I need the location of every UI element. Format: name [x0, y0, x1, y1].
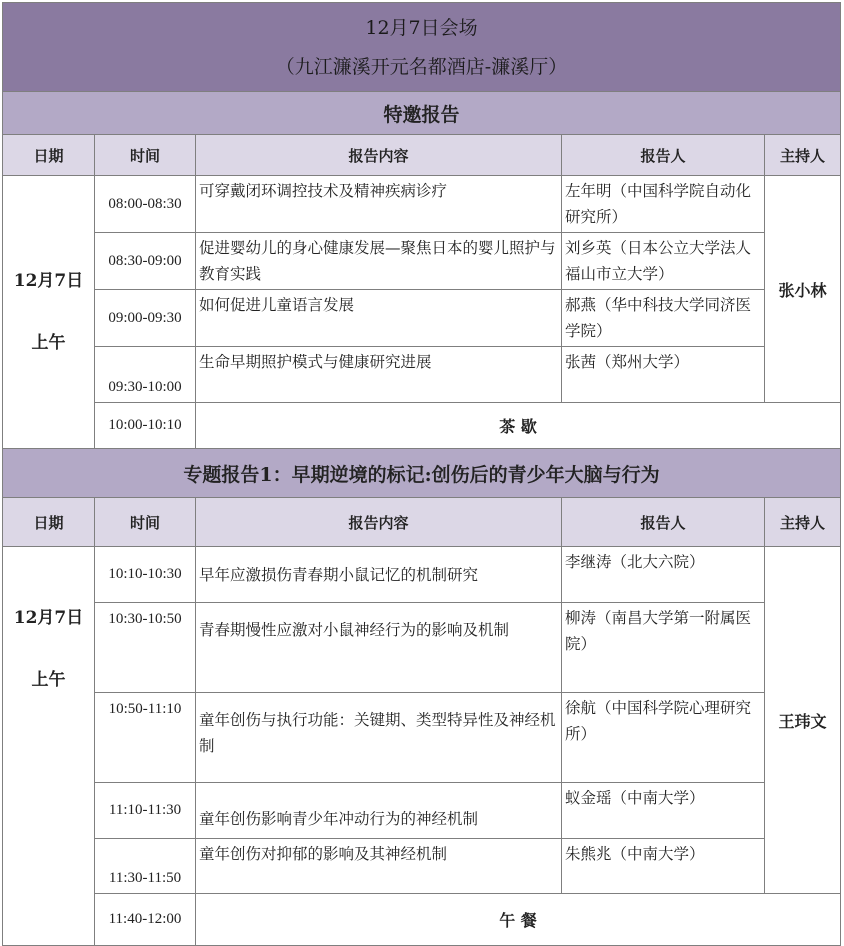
header-speaker: 报告人: [562, 135, 765, 176]
table-row: [3, 693, 841, 783]
talk-time: 10:10-10:30: [95, 547, 196, 603]
session-day: 12月7日: [13, 608, 84, 628]
header-host: 主持人: [765, 498, 841, 547]
break-time: 10:00-10:10: [95, 403, 196, 449]
talk-speaker: 刘乡英（日本公立大学法人福山市立大学）: [562, 233, 765, 290]
talk-title: 早年应激损伤青春期小鼠记忆的机制研究: [196, 547, 562, 603]
talk-title: 童年创伤影响青少年冲动行为的神经机制: [196, 783, 562, 839]
table-row: [3, 233, 841, 290]
table-header-row: [3, 135, 841, 176]
session-period: 上午: [31, 670, 66, 690]
talk-title: 促进婴幼儿的身心健康发展—聚焦日本的婴儿照护与教育实践: [196, 233, 562, 290]
header-time: 时间: [95, 135, 196, 176]
talk-speaker: 张茜（郑州大学）: [562, 347, 765, 403]
schedule-table: [2, 2, 841, 946]
table-row: [3, 839, 841, 894]
session-day: 12月7日: [13, 271, 84, 291]
talk-speaker: 徐航（中国科学院心理研究所）: [562, 693, 765, 783]
header-date: 日期: [3, 498, 95, 547]
talk-time: 08:00-08:30: [95, 176, 196, 233]
table-row: [3, 290, 841, 347]
talk-title: 可穿戴闭环调控技术及精神疾病诊疗: [196, 176, 562, 233]
session-host: 王玮文: [765, 547, 841, 894]
section-title-row: [3, 92, 841, 135]
talk-speaker: 蚁金瑶（中南大学）: [562, 783, 765, 839]
break-time: 11:40-12:00: [95, 894, 196, 946]
header-date: 日期: [3, 135, 95, 176]
talk-title: 生命早期照护模式与健康研究进展: [196, 347, 562, 403]
table-header-row: [3, 498, 841, 547]
table-row: [3, 547, 841, 603]
break-label: 茶 歇: [196, 403, 841, 449]
talk-speaker: 左年明（中国科学院自动化研究所）: [562, 176, 765, 233]
session-date: [3, 547, 95, 946]
talk-speaker: 李继涛（北大六院）: [562, 547, 765, 603]
table-row: [3, 603, 841, 693]
talk-time: 10:30-10:50: [95, 603, 196, 693]
section-title-row: [3, 449, 841, 498]
talk-time: 09:00-09:30: [95, 290, 196, 347]
talk-time: 10:50-11:10: [95, 693, 196, 783]
talk-time: 09:30-10:00: [95, 347, 196, 403]
schedule-page: [2, 2, 842, 946]
header-content: 报告内容: [196, 498, 562, 547]
table-row: [3, 783, 841, 839]
table-row: [3, 176, 841, 233]
talk-title: 如何促进儿童语言发展: [196, 290, 562, 347]
talk-speaker: 柳涛（南昌大学第一附属医院）: [562, 603, 765, 693]
venue-location: （九江濂溪开元名都酒店-濂溪厅）: [275, 56, 568, 78]
session-period: 上午: [31, 333, 66, 353]
session-date: [3, 176, 95, 449]
banner-row: [3, 3, 841, 92]
talk-time: 11:10-11:30: [95, 783, 196, 839]
section1-title: 特邀报告: [3, 92, 841, 135]
header-host: 主持人: [765, 135, 841, 176]
talk-title: 青春期慢性应激对小鼠神经行为的影响及机制: [196, 603, 562, 693]
section2-title: 专题报告1：早期逆境的标记:创伤后的青少年大脑与行为: [3, 449, 841, 498]
table-row: [3, 347, 841, 403]
talk-time: 11:30-11:50: [95, 839, 196, 894]
session-host: 张小林: [765, 176, 841, 403]
break-row: [3, 894, 841, 946]
talk-time: 08:30-09:00: [95, 233, 196, 290]
header-speaker: 报告人: [562, 498, 765, 547]
talk-speaker: 朱熊兆（中南大学）: [562, 839, 765, 894]
venue-banner: [3, 3, 841, 92]
talk-title: 童年创伤与执行功能：关键期、类型特异性及神经机制: [196, 693, 562, 783]
talk-title: 童年创伤对抑郁的影响及其神经机制: [196, 839, 562, 894]
header-time: 时间: [95, 498, 196, 547]
break-label: 午 餐: [196, 894, 841, 946]
venue-date: 12月7日会场: [365, 17, 478, 39]
header-content: 报告内容: [196, 135, 562, 176]
talk-speaker: 郝燕（华中科技大学同济医学院）: [562, 290, 765, 347]
break-row: [3, 403, 841, 449]
